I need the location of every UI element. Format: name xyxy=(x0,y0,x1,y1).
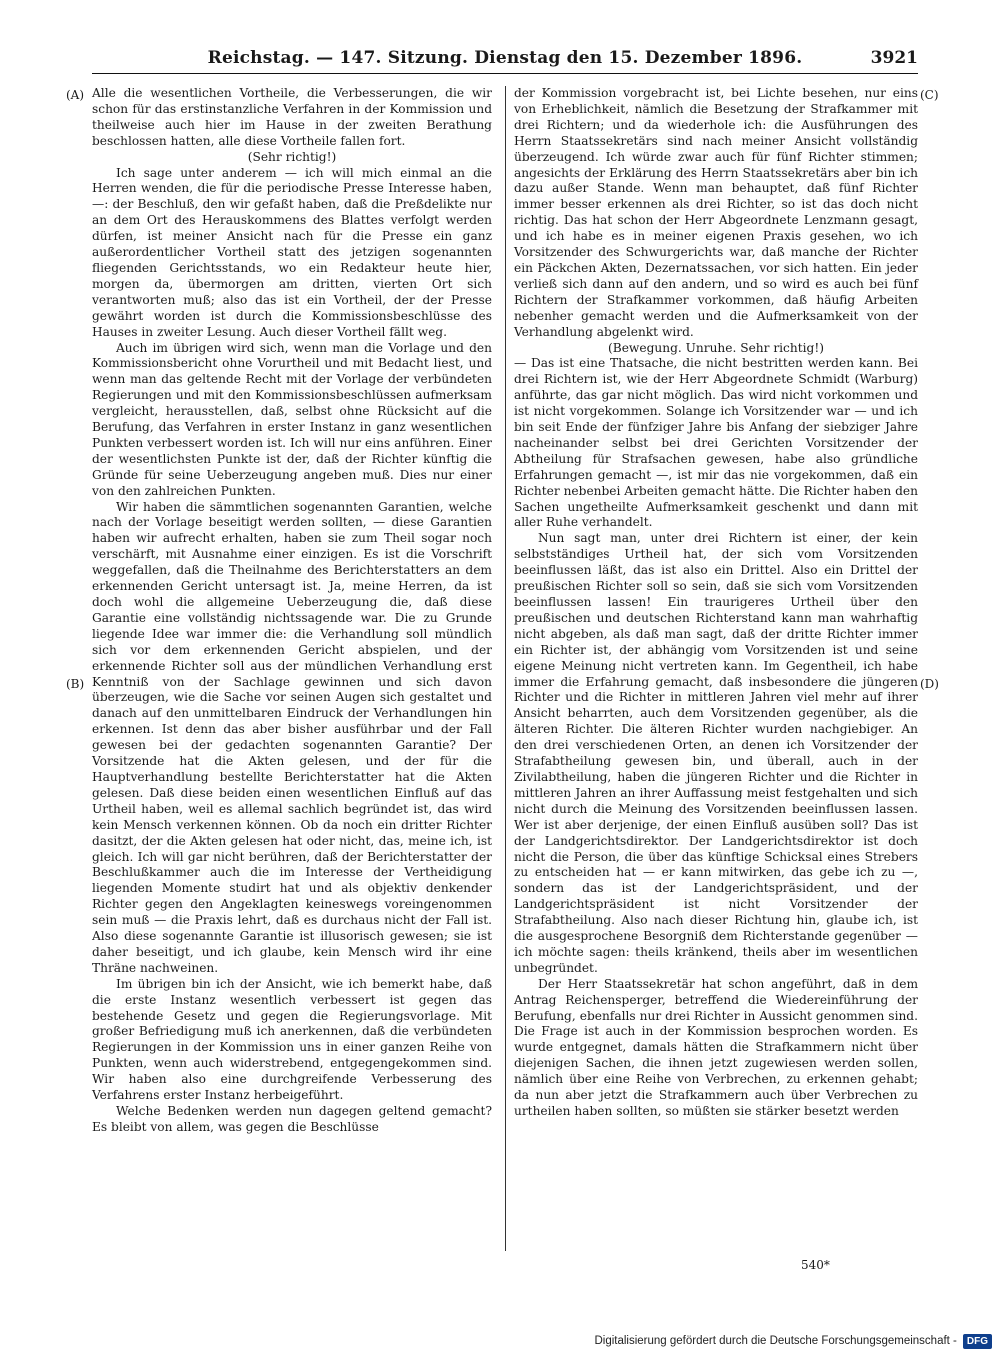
margin-marker-d: (D) xyxy=(920,677,939,691)
paragraph: der Kommission vorgebracht ist, bei Lichte besehen, nur eins von Erheblichkeit, nämlich die Besetzung der Strafkammer mit drei Richtern; und da wiederhole ich: die Ausführungen des Herrn Staatssekretärs sind nach meiner Ansicht vollständig überzeugend. Ich würde zwar auch für fünf Richter stimmen; angesichts der Erklärung des Herrn Staatssekretärs aber bin ich dazu außer Stande. Wenn man behauptet, daß fünf Richter immer besser erkennen als drei Richter, so ist das doch nicht richtig. Das hat schon der Herr Abgeordnete Lenzmann gesagt, und ich habe es in meiner eigenen Praxis gesehen, wo ich Vorsitzender des Schwurgerichts war, daß manche der Richter ein Päckchen Akten, Dezernatssachen, vor sich hatten. Ein jeder verließ sich dann auf den andern, und so wird es auch bei fünf Richtern der Strafkammer vorkommen, daß häufig Arbeiten nebenher gemacht werden und die Aufmerksamkeit von der Verhandlung abgelenkt wird. xyxy=(514,86,918,339)
credit-text: Digitalisierung gefördert durch die Deutsche Forschungsgemeinschaft - xyxy=(594,1335,957,1347)
page-number: 3921 xyxy=(870,48,918,68)
paragraph: Der Herr Staatssekretär hat schon angeführt, daß in dem Antrag Reichensperger, betreffend die Wiedereinführung der Berufung, ebenfalls nur drei Richter in Aussicht genommen sind. Die Frage ist auch in der Kommission besprochen worden. Es wurde entgegnet, damals hätten die Strafkammern nicht über diejenigen Sachen, die ihnen jetzt zugewiesen werden sollen, nämlich über eine Reihe von Verbrechen, zu erkennen gehabt; da nun aber jetzt die Strafkammern auch über Verbrechen zu urtheilen haben sollten, so müßten sie stärker besetzt werden xyxy=(514,976,918,1118)
interjection: (Bewegung. Unruhe. Sehr richtig!) xyxy=(608,340,824,355)
margin-marker-a: (A) xyxy=(66,88,85,102)
paragraph: Alle die wesentlichen Vortheile, die Verbesserungen, die wir schon für das erstinstanzliche Verfahren in der Kommission und theilweise auch hier im Hause in der zweiten Berathung beschlossen hatten, alle diese Vortheile fallen fort. xyxy=(92,86,492,148)
paragraph: Wir haben die sämmtlichen sogenannten Garantien, welche nach der Vorlage beseitigt werden sollten, — diese Garantien haben wir aufrecht erhalten, haben sie zum Theil sogar noch verschärft, mit Ausnahme einer einzigen. Es ist die Vorschrift weggefallen, daß die Theilnahme des Berichterstatters an dem erkennenden Gericht untersagt ist. Ja, meine Herren, da ist doch wohl die allgemeine Ueberzeugung die, daß diese Garantie eine vollständig nichtssagende war. Die zu Grunde liegende Idee war immer die: die Verhandlung soll mündlich sich vor dem erkennenden Gericht abspielen, und der erkennende Richter soll aus der mündlichen Verhandlung erst Kenntniß von der Sachlage gewinnen und sich davon überzeugen, wie die Sache vor seinen Augen sich gestaltet und danach auf den unmittelbaren Eindruck der Verhandlungen hin erkennen. Ist denn das aber bisher ausführbar und der Fall gewesen bei der gedachten sogenannten Garantie? Der Vorsitzende hat die Akten gelesen, und der für die Hauptverhandlung bestellte Berichterstatter hat die Akten gelesen. Daß diese beiden einen wesentlichen Einfluß auf das Urtheil haben, weil es allemal sachlich begründet ist, das wird kein Mensch verkennen können. Ob da noch ein dritter Richter dasitzt, der die Akten gelesen hat oder nicht, das, meine ich, ist gleich. Ich will gar nicht berühren, daß der Berichterstatter der Beschlußkammer auch die im Interesse der Vertheidigung liegenden Momente studirt hat und als objektiv denkender Richter gegen den Angeklagten keineswegs voreingenommen sein muß — die Praxis lehrt, daß es durchaus nicht der Fall ist. Also diese sogenannte Garantie ist illusorisch gewesen; sie ist daher beseitigt, und ich glaube, kein Mensch wird ihr eine Thräne nachweinen. xyxy=(92,499,492,975)
margin-marker-b: (B) xyxy=(66,677,85,691)
paragraph: Im übrigen bin ich der Ansicht, wie ich bemerkt habe, daß die erste Instanz wesentlich verbessert ist gegen das bestehende Gesetz und gegen die Regierungsvorlage. Mit großer Befriedigung muß ich anerkennen, daß die verbündeten Regierungen in der Kommission uns in einer ganzen Reihe von Punkten, wenn auch widerstrebend, entgegengekommen sind. Wir haben also eine durchgreifende Verbesserung des Verfahrens erster Instanz herbeigeführt. xyxy=(92,976,492,1103)
paragraph: Auch im übrigen wird sich, wenn man die Vorlage und den Kommissionsbericht ohne Vorurtheil und mit Bedacht liest, und wenn man das geltende Recht mit der Vorlage der verbündeten Regierungen und mit den Kommissionsbeschlüssen aufmerksam vergleicht, herausstellen, daß, selbst ohne Rücksicht auf die Berufung, das Verfahren in erster Instanz in ganz wesentlichen Punkten verbessert worden ist. Ich will nur eins anführen. Einer der wesentlichsten Punkte ist der, daß der Richter künftig die Gründe für seine Ueberzeugung angeben muß. Dies nur einer von den zahlreichen Punkten. xyxy=(92,340,492,498)
margin-marker-c: (C) xyxy=(920,88,939,102)
paragraph: Nun sagt man, unter drei Richtern ist einer, der kein selbstständiges Urtheil hat, der sich vom Vorsitzenden beeinflussen läßt, das ist also ein Drittel. Also ein Drittel der preußischen Richter soll so sein, daß sie sich vom Vorsitzenden beeinflussen lassen! Ein traurigeres Urtheil über den preußischen und deutschen Richterstand kann man wahrhaftig nicht abgeben, als daß man sagt, daß der dritte Richter immer ein Richter ist, der abhängig vom Vorsitzenden ist und seine eigene Meinung nicht vertreten kann. Im Gegentheil, ich habe immer die Erfahrung gemacht, daß insbesondere die jüngeren Richter und die Richter in mittleren Jahren viel mehr auf ihrer Ansicht beharrten, auch dem Vorsitzenden gegenüber, als die älteren Richter. Die älteren Richter wurden nachgiebiger. An den drei verschiedenen Orten, an denen ich Vorsitzender der Strafabtheilung gewesen bin, und überall, auch in der Zivilabtheilung, haben die jüngeren Richter und die Richter in mittleren Jahren an ihrer Auffassung meist festgehalten und sich nicht durch die Meinung des Vorsitzenden beeinflussen lassen. Wer ist aber derjenige, der einen Einfluß ausüben soll? Das ist der Landgerichtsdirektor. Der Landgerichtsdirektor ist doch nicht die Person, die über das künftige Schicksal eines Strebers zu entscheiden hat — er kann mitwirken, das gebe ich zu —, sondern das ist der Landgerichtspräsident, und der Landgerichtspräsident ist nicht Vorsitzender der Strafabtheilung. Also nach dieser Richtung hin, glaube ich, ist die ausgesprochene Besorgniß dem Richterstande gegenüber — ich möchte sagen: theils kränkend, theils aber im wesentlichen unbegründet. xyxy=(514,531,918,975)
page-title: Reichstag. — 147. Sitzung. Dienstag den 15. Dezember 1896. xyxy=(207,48,803,68)
dfg-logo-icon: DFG xyxy=(963,1334,992,1349)
paragraph: Ich sage unter anderem — ich will mich einmal an die Herren wenden, die für die periodische Presse Interesse haben, —: der Beschluß, den wir gefaßt haben, daß die Preßdelikte nur an dem Ort des Herauskommens des Blattes verfolgt werden dürfen, ist meiner Ansicht nach für die Presse ein ganz außerordentlicher Vortheil statt des jetzigen sogenannten fliegenden Gerichtsstands, wo ein Redakteur heute hier, morgen da, übermorgen am dritten, vierten Ort sich verantworten muß; also das ist ein Vortheil, der der Presse gewährt worden ist durch die Kommissionsbeschlüsse des Hauses in zweiter Lesung. Auch dieser Vortheil fällt weg. xyxy=(92,165,492,339)
signature-mark: 540* xyxy=(801,1258,830,1272)
header-rule xyxy=(92,73,918,74)
left-column xyxy=(92,86,492,1136)
column-divider xyxy=(505,86,506,1251)
interjection: (Sehr richtig!) xyxy=(247,149,337,164)
right-column xyxy=(514,86,918,1120)
paragraph: — Das ist eine Thatsache, die nicht bestritten werden kann. Bei drei Richtern ist, wie der Herr Abgeordnete Schmidt (Warburg) anführte, das gar nicht möglich. Das wird nicht vorkommen und ist nicht vorgekommen. Solange ich Vorsitzender war — und ich bin seit Ende der fünfziger Jahre bis Anfang der siebziger Jahre nacheinander selbst bei drei Gerichten Vorsitzender der Abtheilung für Strafsachen gewesen, habe also gründliche Erfahrungen gemacht —, ist mir das nie vorgekommen, daß ein Richter nebenbei Arbeiten gemacht hätte. Die Richter haben den Sachen ungetheilte Aufmerksamkeit geschenkt und dann mit aller Ruhe verhandelt. xyxy=(514,356,918,530)
paragraph: Welche Bedenken werden nun dagegen geltend gemacht? Es bleibt von allem, was gegen die Beschlüsse xyxy=(92,1104,492,1134)
digitization-credit-bar xyxy=(0,1329,1000,1353)
